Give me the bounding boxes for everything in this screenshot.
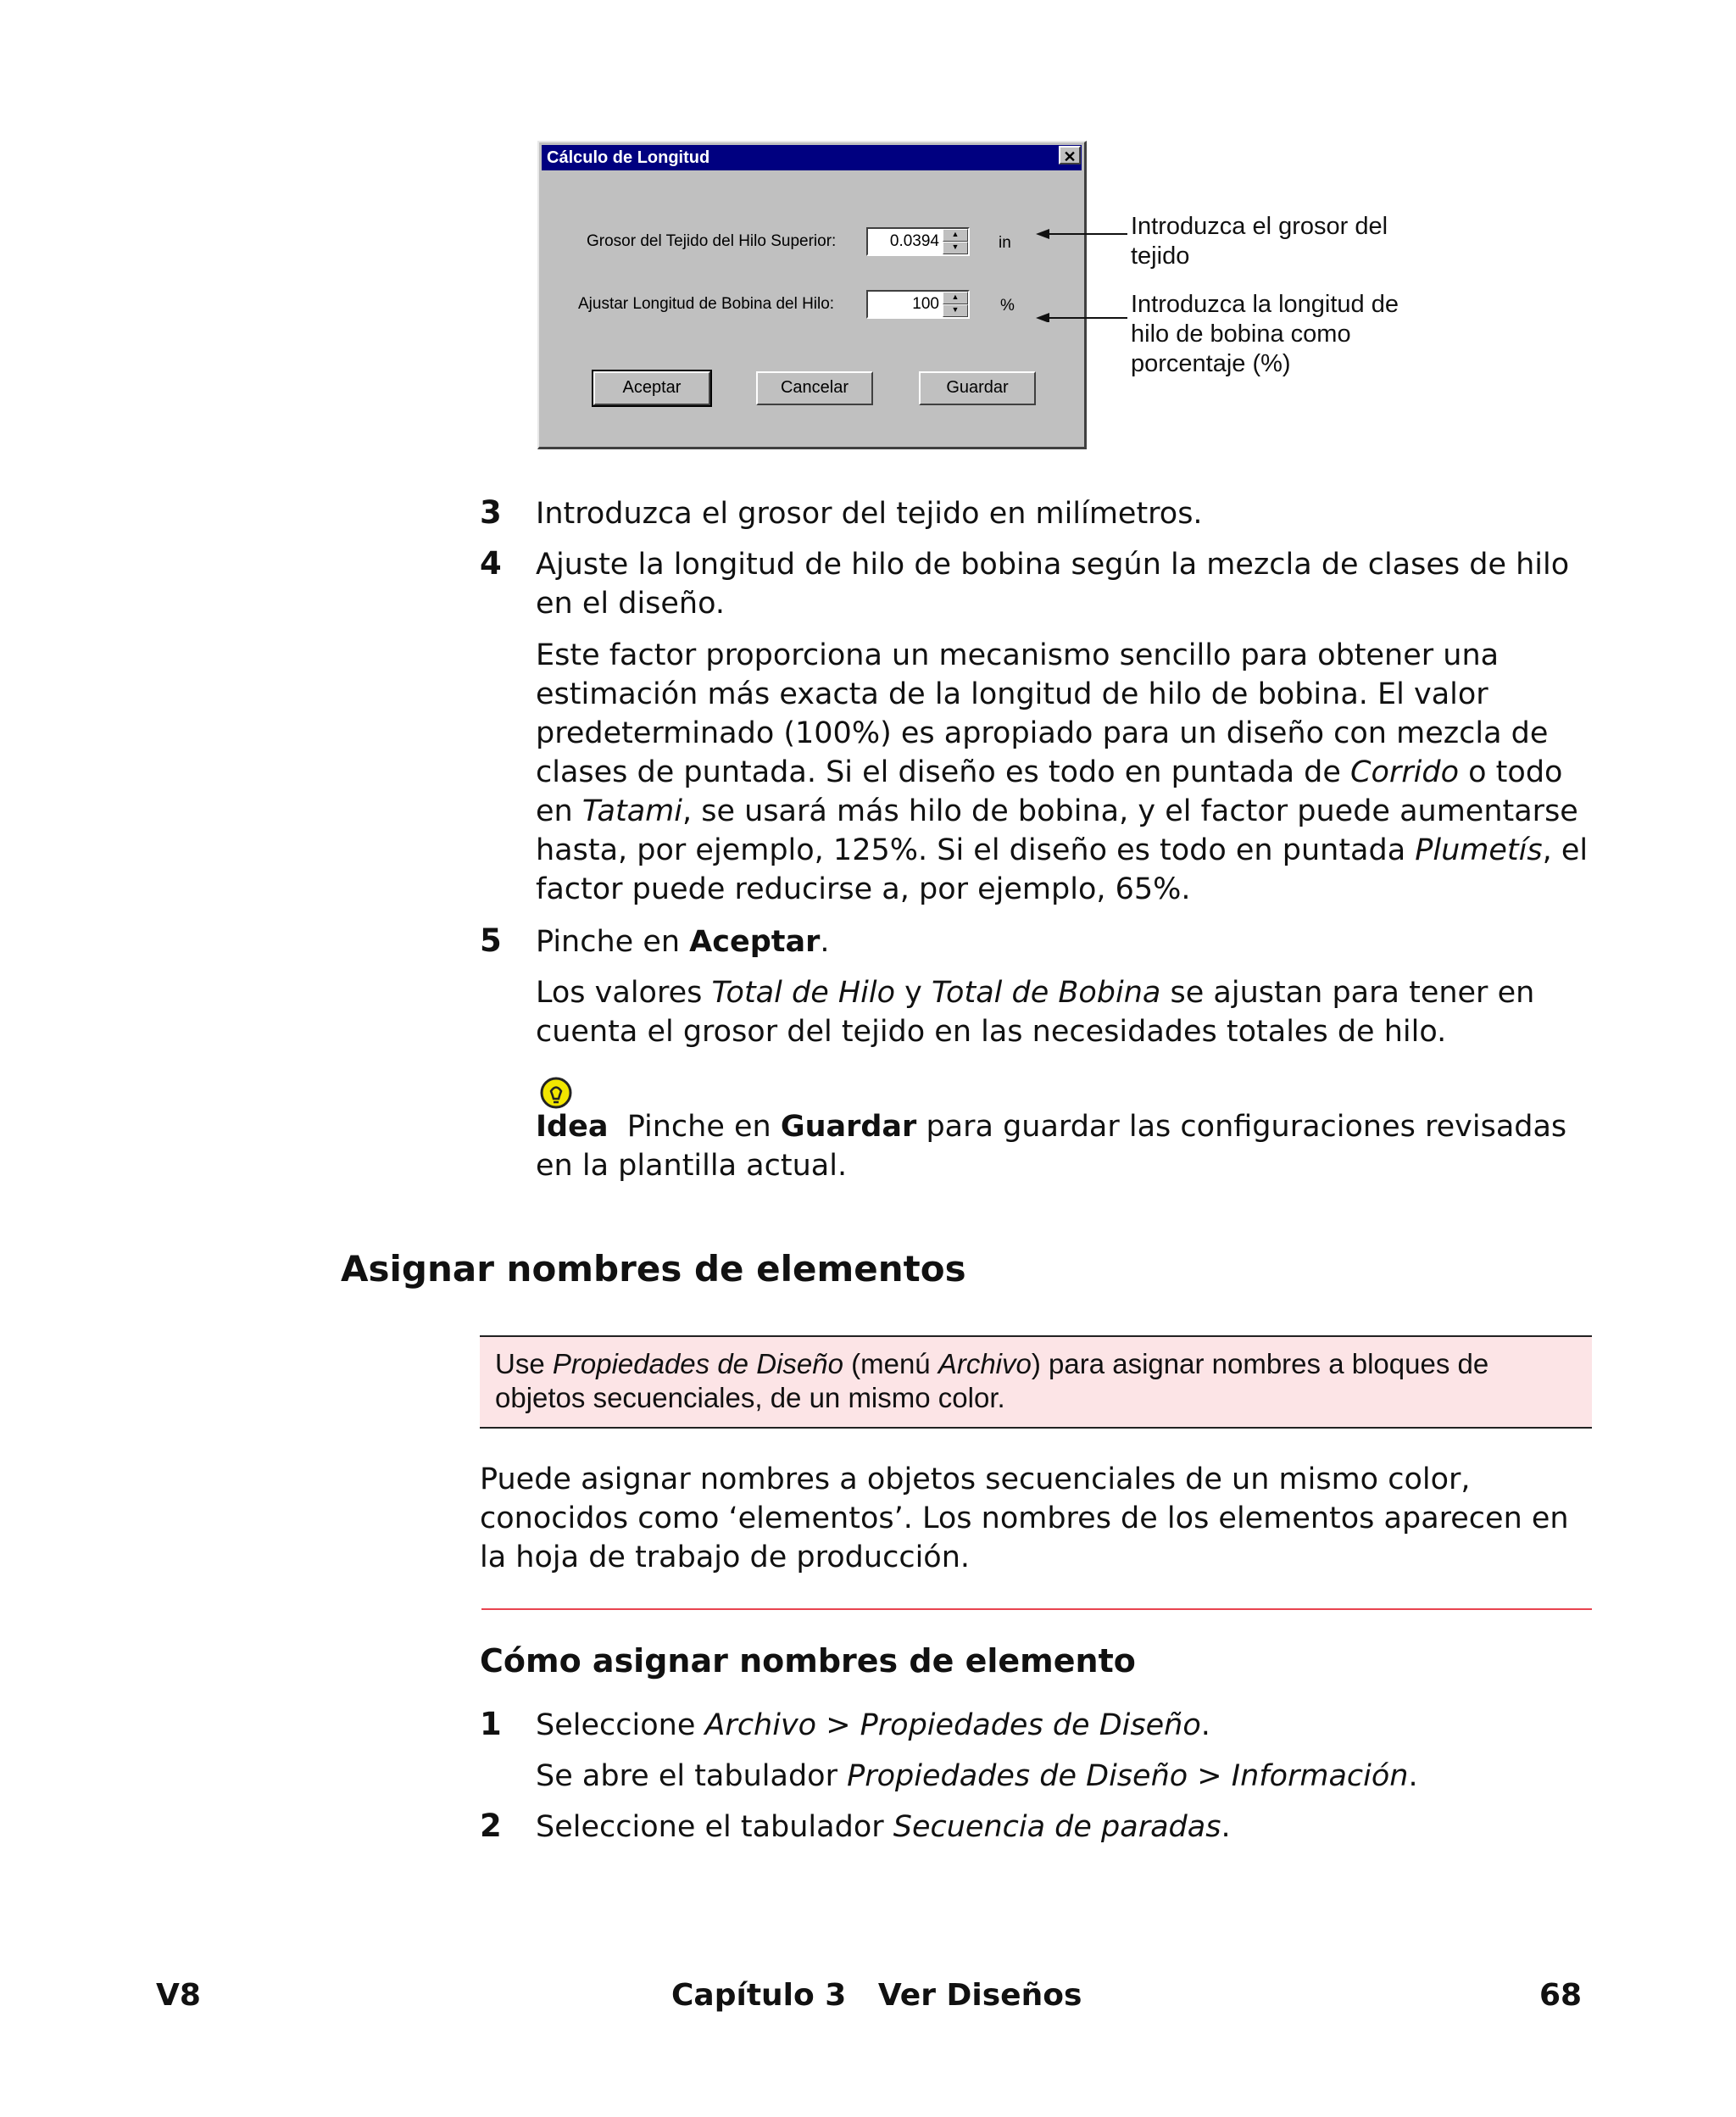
bobbin-length-label: Ajustar Longitud de Bobina del Hilo: [578, 295, 835, 313]
callout-fabric-thickness: Introduzca el grosor del tejido [1131, 213, 1388, 270]
close-icon[interactable]: ✕ [1059, 146, 1081, 164]
step-4-paragraph: Este factor proporciona un mecanismo sencillo para obtener una estimación más exacta de la longitud de hilo de bobina. El valor predeterminado (100%) es apropiado para un diseño con mezcla de clases de puntada. Si el diseño es todo en puntada de Corrido o todo en Tatami, se usará más hilo de bobina, y el factor puede aumentarse hasta, por ejemplo, 125%. Si el diseño es todo en puntada Plumetís, el factor puede reducirse a, por ejemplo, 65%. [536, 638, 1589, 906]
step-3-text: Introduzca el grosor del tejido en milímetros. [536, 497, 1203, 531]
spin-down-icon[interactable]: ▼ [943, 304, 968, 317]
step-2-text: Seleccione el tabulador Secuencia de paradas. [536, 1810, 1231, 1844]
step-number: 1 [480, 1706, 502, 1742]
fabric-thickness-unit: in [999, 234, 1011, 252]
calculo-longitud-dialog [537, 141, 1087, 449]
step-5-text: Pinche en Aceptar. [536, 925, 830, 959]
fabric-thickness-field[interactable] [866, 227, 970, 256]
step-number: 2 [480, 1808, 502, 1844]
bobbin-length-field[interactable] [866, 290, 970, 319]
cancelar-button[interactable]: Cancelar [756, 371, 873, 405]
step-4-text: Ajuste la longitud de hilo de bobina según la mezcla de clases de hilo en el diseño. [536, 548, 1570, 621]
section-intro: Puede asignar nombres a objetos secuenciales de un mismo color, conocidos como ‘elementos’. Los nombres de los elementos aparecen en la hoja de trabajo de producción. [480, 1462, 1569, 1574]
fabric-thickness-spinner[interactable] [943, 229, 968, 254]
footer-chapter: Capítulo 3 Ver Diseños [671, 1978, 1082, 2013]
bobbin-length-spinner[interactable] [943, 292, 968, 317]
bobbin-length-unit: % [1000, 297, 1015, 315]
step-1-text: Seleccione Archivo > Propiedades de Diseño. [536, 1708, 1210, 1742]
aceptar-button[interactable]: Aceptar [593, 371, 710, 405]
callout-bobbin-length: Introduzca la longitud de hilo de bobina como porcentaje (%) [1131, 291, 1399, 377]
section-summary-note: Use Propiedades de Diseño (menú Archivo) para asignar nombres a bloques de objetos secuenciales, de un mismo color. [480, 1335, 1592, 1429]
section-heading: Asignar nombres de elementos [341, 1248, 966, 1290]
dialog-title: Cálculo de Longitud [542, 145, 1082, 170]
step-number: 3 [480, 494, 502, 531]
spin-up-icon[interactable]: ▲ [943, 292, 968, 304]
spin-down-icon[interactable]: ▼ [943, 242, 968, 254]
step-1-paragraph: Se abre el tabulador Propiedades de Diseño > Información. [536, 1759, 1418, 1793]
tip-label: Idea [536, 1110, 609, 1144]
step-number: 4 [480, 545, 502, 582]
footer-page-number: 68 [1539, 1978, 1583, 2013]
footer-version: V8 [156, 1978, 201, 2013]
subsection-heading: Cómo asignar nombres de elemento [480, 1642, 1136, 1680]
fabric-thickness-label: Grosor del Tejido del Hilo Superior: [587, 232, 837, 250]
step-5-paragraph: Los valores Total de Hilo y Total de Bobina se ajustan para tener en cuenta el grosor del tejido en las necesidades totales de hilo. [536, 976, 1535, 1049]
step-number: 5 [480, 922, 502, 959]
tip-paragraph: Idea Pinche en Guardar para guardar las configuraciones revisadas en la plantilla actual. [536, 1110, 1567, 1183]
divider [481, 1608, 1592, 1610]
fabric-thickness-value[interactable]: 0.0394 [889, 232, 939, 250]
guardar-button[interactable]: Guardar [919, 371, 1036, 405]
callout-arrows [1034, 220, 1136, 322]
spin-up-icon[interactable]: ▲ [943, 229, 968, 242]
bobbin-length-value[interactable]: 100 [912, 295, 939, 313]
